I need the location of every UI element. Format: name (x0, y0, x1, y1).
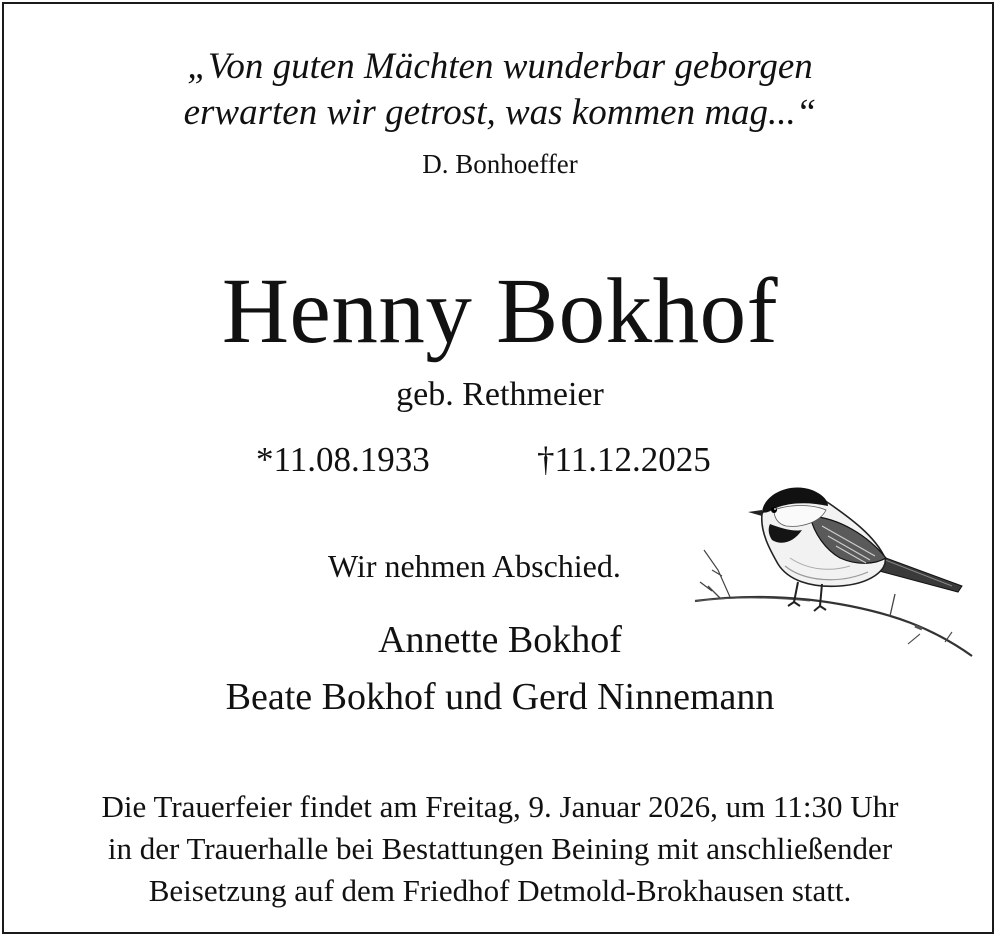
farewell-text: Wir nehmen Abschied. (328, 548, 621, 584)
birth-date: *11.08.1933 (256, 440, 430, 479)
service-line-1: Die Trauerfeier findet am Freitag, 9. Januar 2026, um 11:30 Uhr (101, 789, 899, 824)
service-line-3: Beisetzung auf dem Friedhof Detmold-Brokhausen statt. (148, 873, 852, 908)
quote-author: D. Bonhoeffer (422, 149, 578, 179)
service-info (0, 786, 1000, 912)
deceased-name: Henny Bokhof (221, 260, 779, 363)
quote-line-2: erwarten wir getrost, was kommen mag...“ (183, 92, 817, 133)
service-line-2: in der Trauerhalle bei Bestattungen Beining mit anschließender (107, 831, 893, 866)
death-date: †11.12.2025 (537, 440, 711, 479)
family-line-2: Beate Bokhof und Gerd Ninnemann (225, 676, 775, 718)
quote-line-1: „Von guten Mächten wunderbar geborgen (187, 46, 813, 87)
family-line-1: Annette Bokhof (378, 619, 622, 661)
birth-name: geb. Rethmeier (396, 376, 604, 413)
